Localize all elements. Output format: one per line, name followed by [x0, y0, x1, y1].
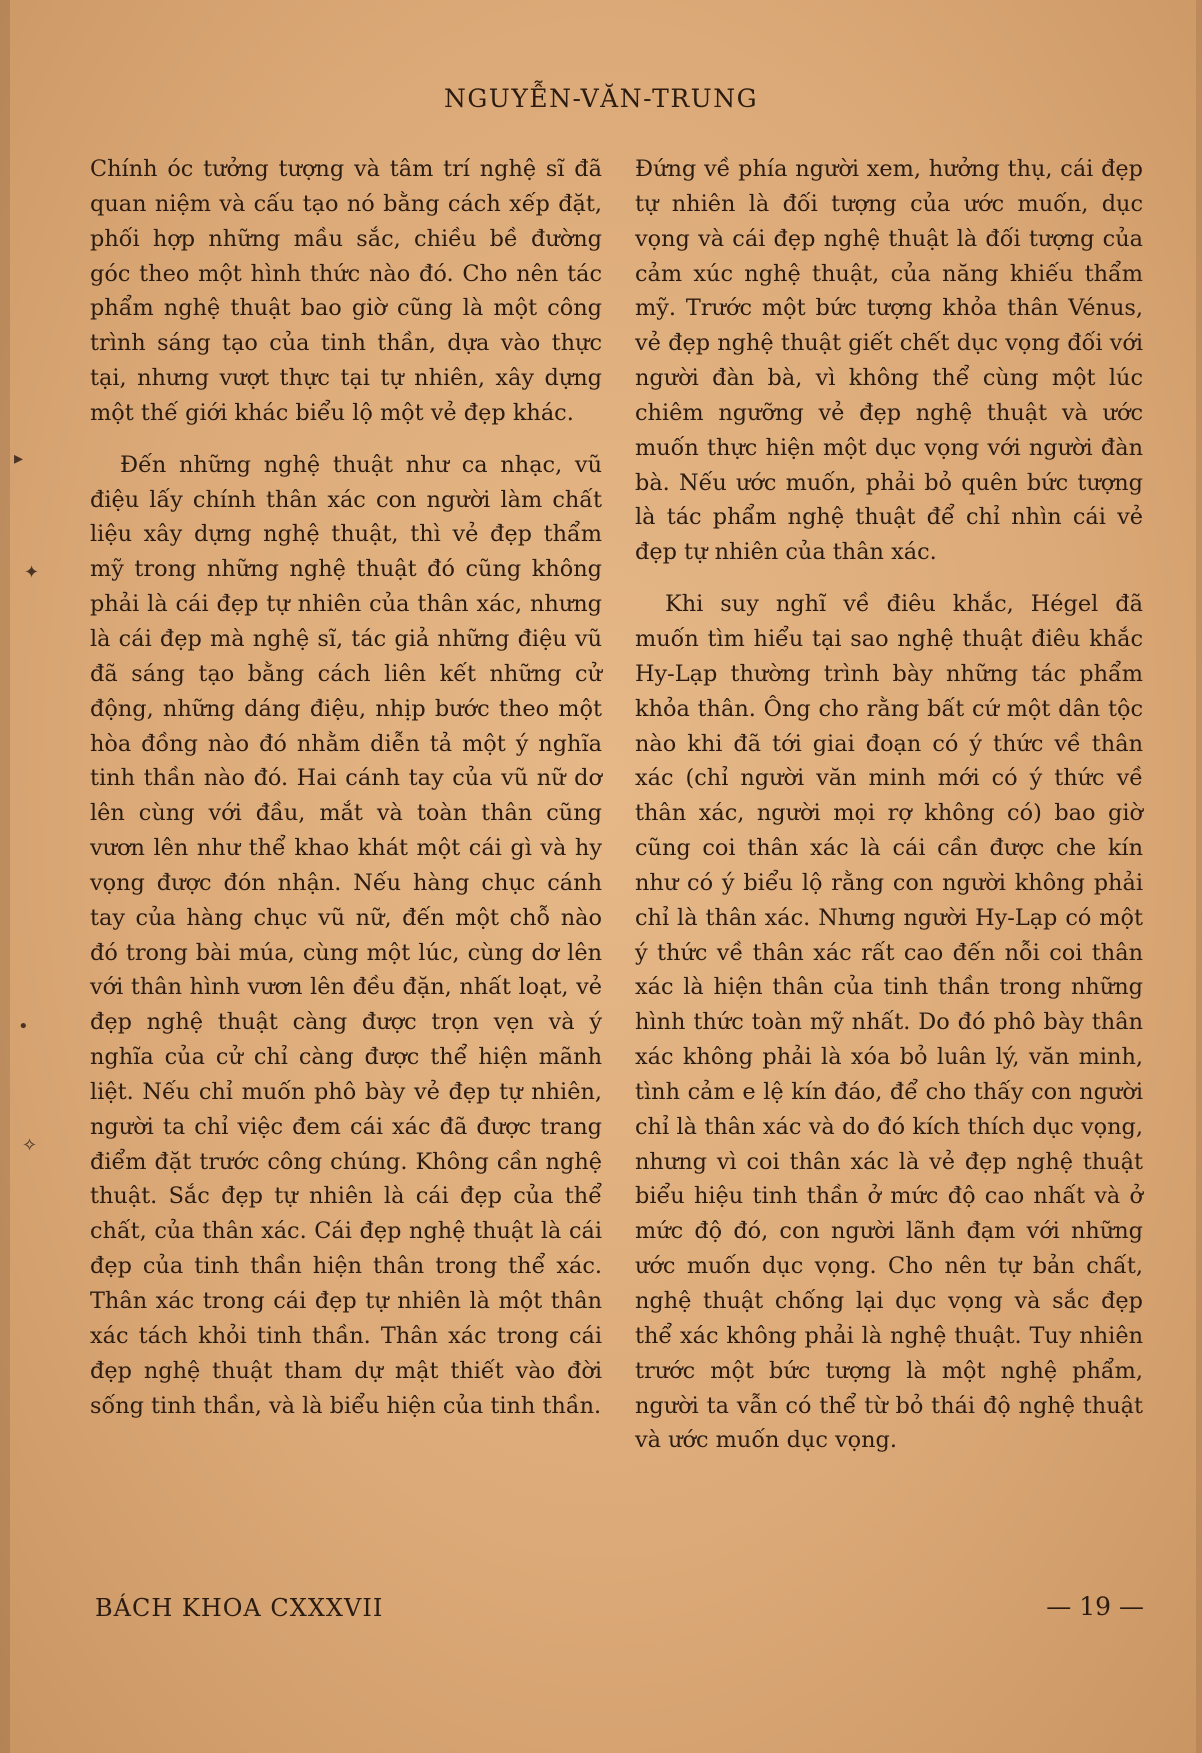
left-column — [90, 152, 602, 1440]
right-paragraph-2: Khi suy nghĩ về điêu khắc, Hégel đã muốn tìm hiểu tại sao nghệ thuật điêu khắc Hy-Lạp thường trình bày những tác phẩm khỏa thân. Ông cho rằng bất cứ một dân tộc nào khi đã tới giai đoạn có ý thức về thân xác (chỉ người văn minh mới có ý thức về thân xác, người mọi rợ không có) bao giờ cũng coi thân xác là cái cần được che kín như có ý biểu lộ rằng con người không phải chỉ là thân xác. Nhưng người Hy-Lạp có một ý thức về thân xác rất cao đến nỗi coi thân xác là hiện thân của tinh thần trong những hình thức toàn mỹ nhất. Do đó phô bày thân xác không phải là xóa bỏ luân lý, văn minh, tình cảm e lệ kín đáo, để cho thấy con người chỉ là thân xác và do đó kích thích dục vọng, nhưng vì coi thân xác là vẻ đẹp nghệ thuật biểu hiệu tinh thần ở mức độ cao nhất và ở mức độ đó, con người lãnh đạm với những ước muốn dục vọng. Cho nên tự bản chất, nghệ thuật chống lại dục vọng và sắc đẹp thể xác không phải là nghệ thuật. Tuy nhiên trước một bức tượng là một nghệ phẩm, người ta vẫn có thể từ bỏ thái độ nghệ thuật và ước muốn dục vọng. — [635, 591, 1143, 1454]
page-header-author: NGUYỄN-VĂN-TRUNG — [443, 84, 759, 113]
binding-hole-mark: ✦ — [24, 562, 40, 583]
binding-hole-mark: ▸ — [14, 448, 24, 469]
right-paragraph-1: Đứng về phía người xem, hưởng thụ, cái đẹp tự nhiên là đối tượng của ước muốn, dục vọng và cái đẹp nghệ thuật là đối tượng của cảm xúc nghệ thuật, của năng khiếu thẩm mỹ. Trước một bức tượng khỏa thân Vénus, vẻ đẹp nghệ thuật giết chết dục vọng đối với người đàn bà, vì không thể cùng một lúc chiêm ngưỡng vẻ đẹp nghệ thuật và ước muốn thực hiện một dục vọng với người đàn bà. Nếu ước muốn, phải bỏ quên bức tượng là tác phẩm nghệ thuật để chỉ nhìn cái vẻ đẹp tự nhiên của thân xác. — [635, 156, 1143, 566]
left-paragraph-1: Chính óc tưởng tượng và tâm trí nghệ sĩ đã quan niệm và cấu tạo nó bằng cách xếp đặt, phối hợp những mầu sắc, chiều bề đường góc theo một hình thức nào đó. Cho nên tác phẩm nghệ thuật bao giờ cũng là một công trình sáng tạo của tinh thần, dựa vào thực tại, nhưng vượt thực tại tự nhiên, xây dựng một thế giới khác biểu lộ một vẻ đẹp khác. — [90, 156, 602, 426]
right-column — [635, 152, 1143, 1475]
footer-page-number: — 19 — — [1046, 1592, 1144, 1621]
binding-hole-mark: • — [18, 1016, 29, 1037]
binding-hole-mark: ✧ — [22, 1135, 38, 1156]
footer-magazine-name: BÁCH KHOA CXXXVII — [95, 1594, 384, 1622]
left-paragraph-2: Đến những nghệ thuật như ca nhạc, vũ điệu lấy chính thân xác con người làm chất liệu xây dựng nghệ thuật, thì vẻ đẹp thẩm mỹ trong những nghệ thuật đó cũng không phải là cái đẹp tự nhiên của thân xác, nhưng là cái đẹp mà nghệ sĩ, tác giả những điệu vũ đã sáng tạo bằng cách liên kết những cử động, những dáng điệu, nhịp bước theo một hòa đồng nào đó nhằm diễn tả một ý nghĩa tinh thần nào đó. Hai cánh tay của vũ nữ dơ lên cùng với đầu, mắt và toàn thân cũng vươn lên như thể khao khát một cái gì và hy vọng được đón nhận. Nếu hàng chục cánh tay của hàng chục vũ nữ, đến một chỗ nào đó trong bài múa, cùng một lúc, cùng dơ lên với thân hình vươn lên đều đặn, nhất loạt, vẻ đẹp nghệ thuật càng được trọn vẹn và ý nghĩa của cử chỉ càng được thể hiện mãnh liệt. Nếu chỉ muốn phô bày vẻ đẹp tự nhiên, người ta chỉ việc đem cái xác đã được trang điểm đặt trước công chúng. Không cần nghệ thuật. Sắc đẹp tự nhiên là cái đẹp của thể chất, của thân xác. Cái đẹp nghệ thuật là cái đẹp của tinh thần hiện thân trong thể xác. Thân xác trong cái đẹp tự nhiên là một thân xác tách khỏi tinh thần. Thân xác trong cái đẹp nghệ thuật tham dự mật thiết vào đời sống tinh thần, và là biểu hiện của tinh thần. — [90, 451, 602, 1419]
